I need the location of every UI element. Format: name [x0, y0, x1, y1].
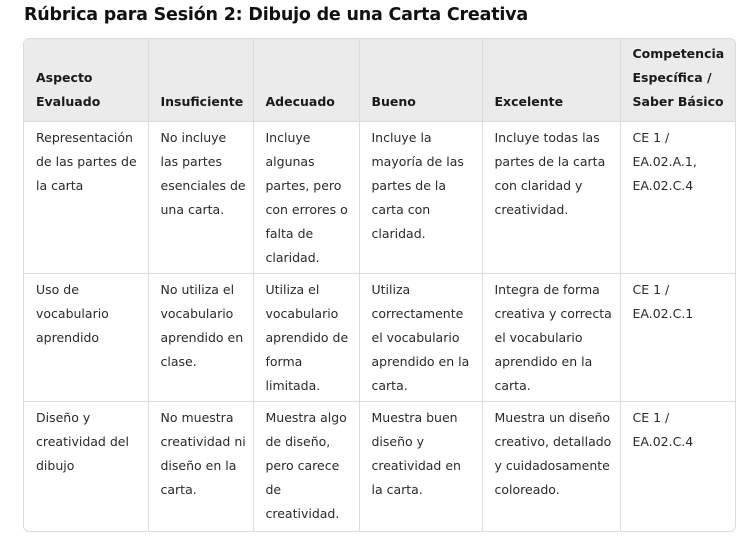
table-row [24, 274, 735, 402]
table-cell: Uso de vocabulario aprendido [24, 274, 148, 402]
table-cell: Incluye algunas partes, pero con errores o falta de claridad. [253, 122, 359, 274]
rubric-table-container [23, 38, 736, 532]
table-cell: Representación de las partes de la carta [24, 122, 148, 274]
table-cell: Utiliza el vocabulario aprendido de forma limitada. [253, 274, 359, 402]
table-cell: CE 1 / EA.02.C.4 [632, 410, 694, 449]
table-cell: Muestra un diseño creativo, detallado y cuidadosamente coloreado. [482, 402, 620, 531]
header-insuficiente: Insuficiente [148, 39, 253, 122]
table-cell: Incluye todas las partes de la carta con claridad y creatividad. [482, 122, 620, 274]
rubric-table [24, 39, 735, 531]
header-aspecto-evaluado: Aspecto Evaluado [24, 39, 148, 122]
table-cell: Utiliza correctamente el vocabulario aprendido en la carta. [359, 274, 482, 402]
header-bueno: Bueno [359, 39, 482, 122]
page-title: Rúbrica para Sesión 2: Dibujo de una Carta Creativa [24, 5, 528, 25]
header-competencia: Competencia Específica / Saber Básico [620, 39, 735, 122]
table-cell: Integra de forma creativa y correcta el vocabulario aprendido en la carta. [482, 274, 620, 402]
table-header-row [24, 39, 735, 122]
table-row [24, 402, 735, 531]
header-adecuado: Adecuado [253, 39, 359, 122]
table-cell: Muestra algo de diseño, pero carece de creatividad. [253, 402, 359, 531]
table-cell: CE 1 / EA.02.A.1, EA.02.C.4 [620, 122, 735, 274]
table-cell: Diseño y creatividad del dibujo [24, 402, 148, 531]
table-cell: CE 1 / EA.02.C.1 [620, 274, 735, 402]
table-cell: No muestra creatividad ni diseño en la carta. [148, 402, 253, 531]
table-row [24, 122, 735, 274]
header-excelente: Excelente [482, 39, 620, 122]
table-cell: Muestra buen diseño y creatividad en la carta. [359, 402, 482, 531]
table-cell: No utiliza el vocabulario aprendido en clase. [148, 274, 253, 402]
table-cell: Incluye la mayoría de las partes de la carta con claridad. [359, 122, 482, 274]
table-cell: No incluye las partes esenciales de una carta. [148, 122, 253, 274]
